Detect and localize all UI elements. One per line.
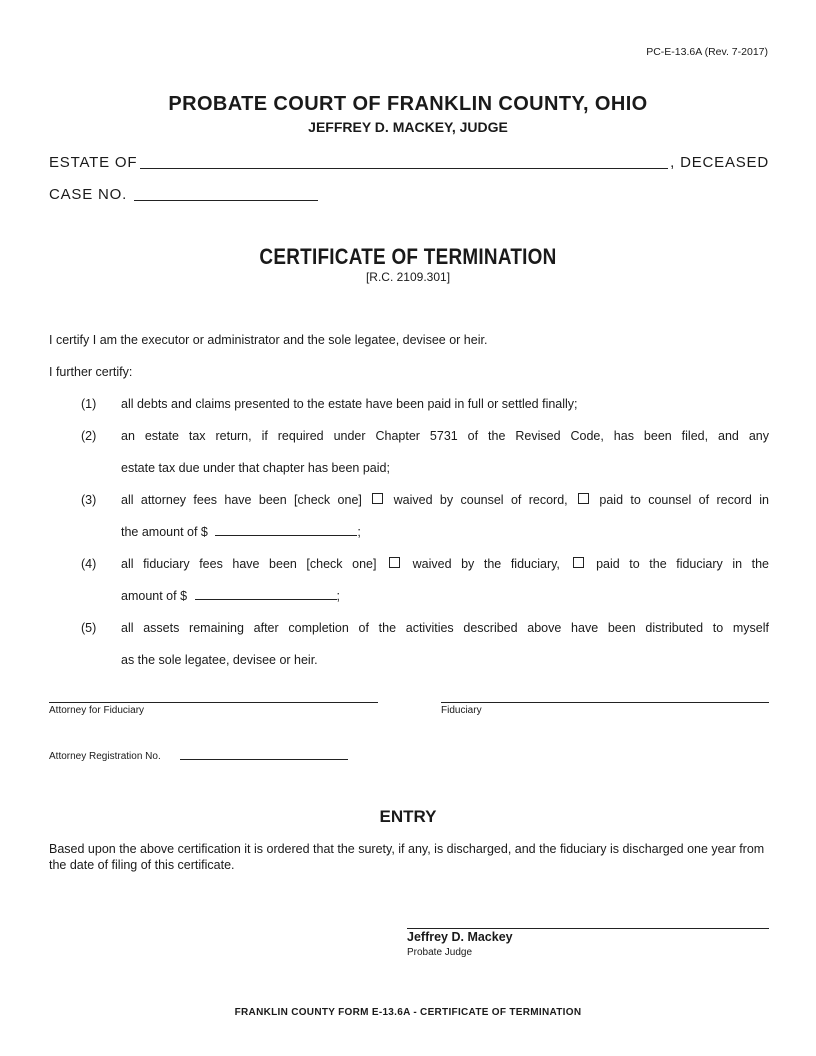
item-4-option-waived: waived by the fiduciary, [412, 557, 560, 571]
attorney-waived-checkbox[interactable] [372, 493, 383, 504]
item-4-number: (4) [81, 557, 97, 571]
judge-heading: JEFFREY D. MACKEY, JUDGE [308, 119, 508, 135]
attorney-paid-checkbox[interactable] [578, 493, 589, 504]
attorney-fee-amount-field[interactable] [215, 525, 357, 536]
further-certify: I further certify: [49, 365, 133, 379]
judge-signature-title: Probate Judge [407, 947, 473, 958]
case-row [49, 186, 318, 203]
attorney-signature-line[interactable] [49, 702, 378, 703]
registration-label: Attorney Registration No. [49, 751, 161, 762]
item-4-amount-label: amount of $ [121, 589, 188, 603]
item-4-pre: all fiduciary fees have been [check one] [121, 557, 377, 571]
item-3-end: ; [357, 525, 361, 539]
item-3-option-waived: waived by counsel of record, [393, 493, 568, 507]
fiduciary-signature-line[interactable] [441, 702, 769, 703]
item-3-pre: all attorney fees have been [check one] [121, 493, 362, 507]
item-5-line2: as the sole legatee, devisee or heir. [121, 653, 318, 667]
deceased-label: , DECEASED [670, 154, 769, 171]
estate-name-field[interactable] [140, 155, 668, 169]
fiduciary-fee-amount-field[interactable] [195, 589, 337, 600]
item-3-line1 [121, 493, 769, 507]
entry-title: ENTRY [379, 807, 437, 826]
item-4-option-paid: paid to the fiduciary in the [596, 557, 770, 571]
registration-number-field[interactable] [180, 759, 348, 760]
fiduciary-label: Fiduciary [441, 705, 482, 716]
certify-statement: I certify I am the executor or administrator and the sole legatee, devisee or heir. [49, 333, 488, 347]
item-3-option-paid: paid to counsel of record in [599, 493, 769, 507]
item-1-number: (1) [81, 397, 97, 411]
item-3-amount-label: the amount of $ [121, 525, 208, 539]
item-3-number: (3) [81, 493, 97, 507]
form-id: PC-E-13.6A (Rev. 7-2017) [646, 46, 768, 58]
item-4-line2 [121, 589, 769, 603]
estate-row [49, 154, 769, 171]
item-5-line1: all assets remaining after completion of the activities described above have been distributed to myself [121, 621, 769, 635]
item-1-text: all debts and claims presented to the estate have been paid in full or settled finally; [121, 397, 578, 411]
item-2-line2: estate tax due under that chapter has been paid; [121, 461, 390, 475]
statute-reference: [R.C. 2109.301] [365, 270, 451, 284]
fiduciary-paid-checkbox[interactable] [573, 557, 584, 568]
item-2-number: (2) [81, 429, 97, 443]
fiduciary-waived-checkbox[interactable] [389, 557, 400, 568]
court-title: PROBATE COURT OF FRANKLIN COUNTY, OHIO [168, 93, 648, 115]
estate-label: ESTATE OF [49, 154, 138, 171]
judge-signature-line [407, 928, 769, 929]
case-number-field[interactable] [134, 187, 318, 201]
item-3-line2 [121, 525, 769, 539]
case-label: CASE NO. [49, 186, 128, 203]
item-5-number: (5) [81, 621, 97, 635]
item-2-line1: an estate tax return, if required under Chapter 5731 of the Revised Code, has been filed, and any [121, 429, 769, 443]
form-footer: FRANKLIN COUNTY FORM E-13.6A - CERTIFICATE OF TERMINATION [234, 1007, 582, 1018]
item-4-end: ; [336, 589, 340, 603]
certificate-title: CERTIFICATE OF TERMINATION [259, 244, 557, 269]
item-4-line1 [121, 557, 769, 571]
attorney-label: Attorney for Fiduciary [49, 705, 145, 716]
entry-text: Based upon the above certification it is ordered that the surety, if any, is discharged, and the fiduciary is discharged one year from the date of filing of this certificate. [49, 842, 765, 872]
judge-signature-name: Jeffrey D. Mackey [407, 930, 513, 944]
